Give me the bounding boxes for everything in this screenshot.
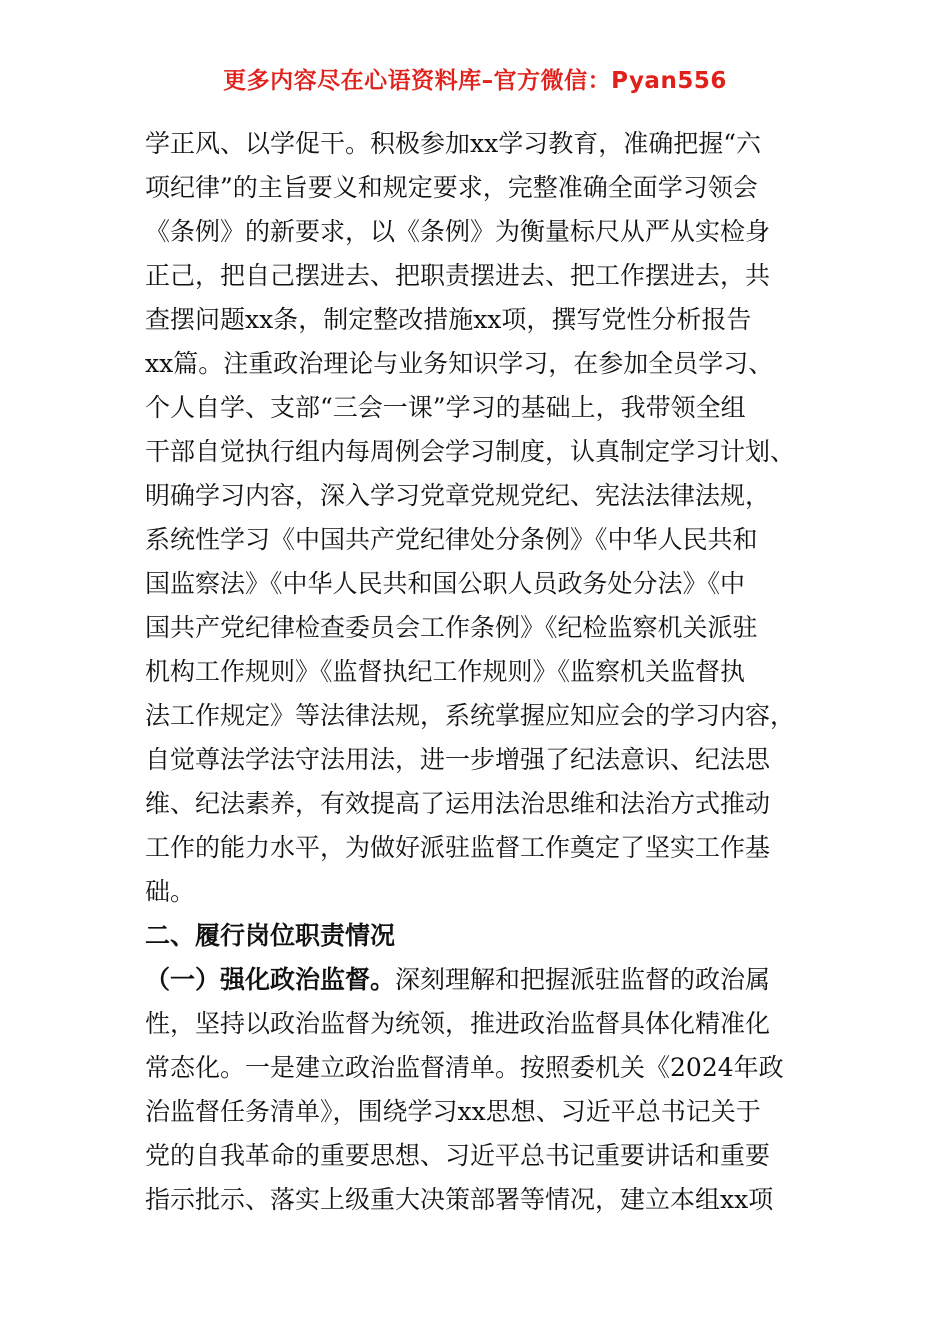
paragraph-line: 治监督任务清单》，围绕学习xx思想、习近平总书记关于 xyxy=(145,1097,761,1126)
paragraph-line: 维、纪法素养，有效提高了运用法治思维和法治方式推动 xyxy=(145,789,771,818)
paragraph-line: 个人自学、支部“三会一课”学习的基础上，我带领全组 xyxy=(145,393,746,422)
paragraph-line: 自觉尊法学法守法用法，进一步增强了纪法意识、纪法思 xyxy=(145,745,771,774)
watermark-banner: 更多内容尽在心语资料库–官方微信：Pyan556 xyxy=(223,68,727,94)
paragraph-line: 干部自觉执行组内每周例会学习制度，认真制定学习计划、 xyxy=(145,437,796,466)
subsection-title: （一）强化政治监督。 xyxy=(145,965,396,994)
section-heading: 二、履行岗位职责情况 xyxy=(145,921,396,950)
paragraph-line: 明确学习内容，深入学习党章党规党纪、宪法法律法规， xyxy=(145,481,771,510)
paragraph-line: 础。 xyxy=(145,877,196,906)
paragraph-line: 查摆问题xx条，制定整改措施xx项，撰写党性分析报告 xyxy=(145,305,752,334)
subsection-first-line xyxy=(145,958,805,1002)
paragraph-line: 项纪律”的主旨要义和规定要求，完整准确全面学习领会 xyxy=(145,173,758,202)
paragraph-line: 法工作规定》等法律法规，系统掌握应知应会的学习内容， xyxy=(145,701,796,730)
paragraph-line: 国共产党纪律检查委员会工作条例》《纪检监察机关派驻 xyxy=(145,613,758,642)
paragraph-line: 常态化。一是建立政治监督清单。按照委机关《2024年政 xyxy=(145,1053,784,1082)
document-body xyxy=(145,122,805,1222)
paragraph-line: 性，坚持以政治监督为统领，推进政治监督具体化精准化 xyxy=(145,1009,771,1038)
paragraph-line: xx篇。注重政治理论与业务知识学习，在参加全员学习、 xyxy=(145,349,774,378)
paragraph-line: 学正风、以学促干。积极参加xx学习教育，准确把握“六 xyxy=(145,129,761,158)
paragraph-line: 系统性学习《中国共产党纪律处分条例》《中华人民共和 xyxy=(145,525,758,554)
paragraph-line: 《条例》的新要求，以《条例》为衡量标尺从严从实检身 xyxy=(145,217,771,246)
paragraph-line: 正己，把自己摆进去、把职责摆进去、把工作摆进去，共 xyxy=(145,261,771,290)
subsection-first-line-text: 深刻理解和把握派驻监督的政治属 xyxy=(395,965,771,994)
paragraph-line: 指示批示、落实上级重大决策部署等情况，建立本组xx项 xyxy=(145,1185,774,1214)
paragraph-line: 机构工作规则》《监督执纪工作规则》《监察机关监督执 xyxy=(145,657,746,686)
paragraph-line: 国监察法》《中华人民共和国公职人员政务处分法》《中 xyxy=(145,569,746,598)
paragraph-line: 党的自我革命的重要思想、习近平总书记重要讲话和重要 xyxy=(145,1141,771,1170)
paragraph-line: 工作的能力水平，为做好派驻监督工作奠定了坚实工作基 xyxy=(145,833,771,862)
